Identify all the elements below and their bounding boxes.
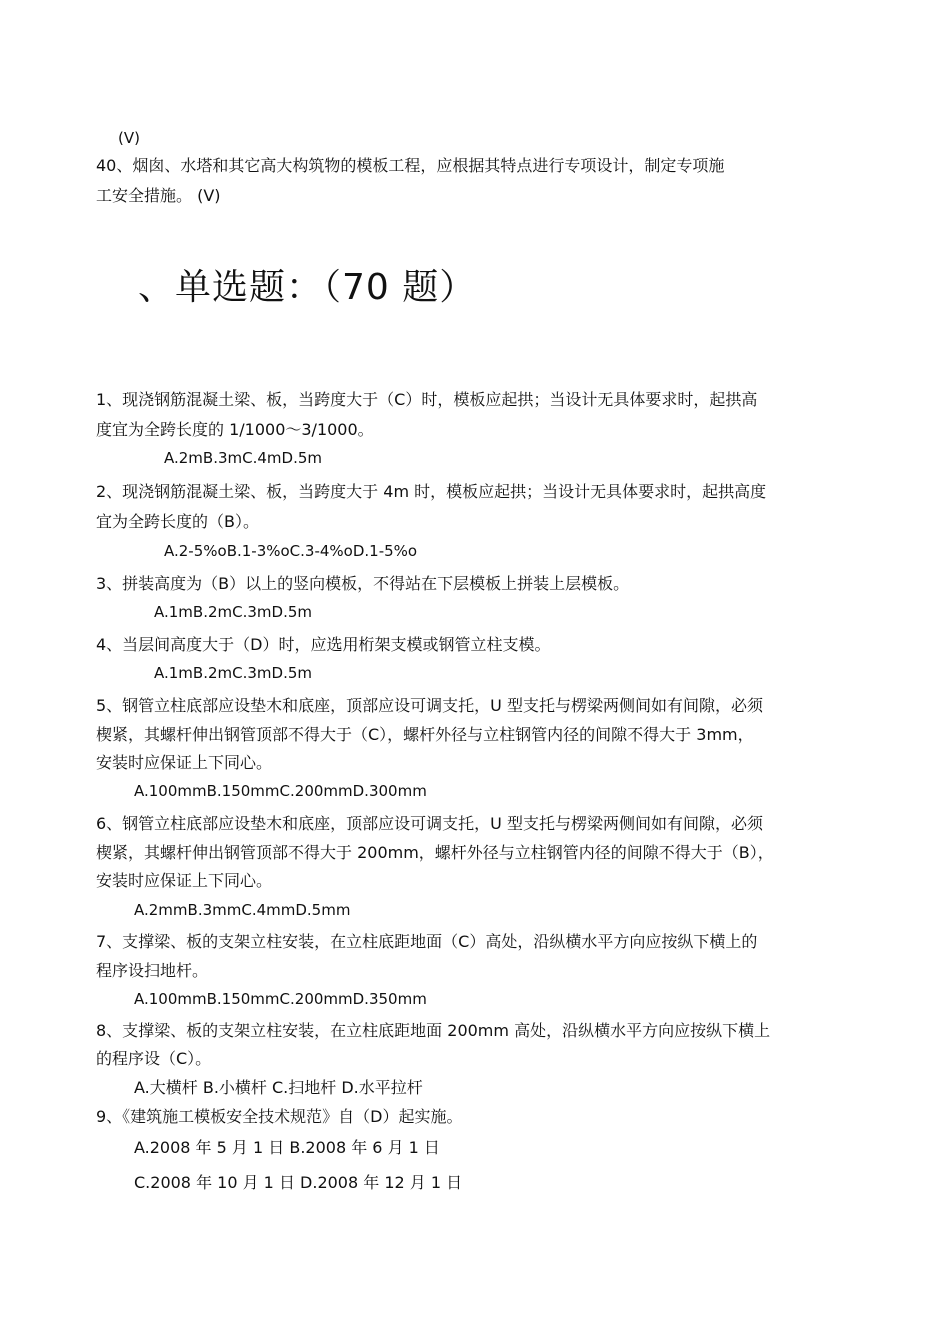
question-options: A.2mmB.3mmC.4mmD.5mm — [134, 901, 351, 919]
prev-answer: (V) — [118, 129, 140, 147]
question-options: A.100mmB.150mmC.200mmD.300mm — [134, 782, 427, 800]
question-text: 2、现浇钢筋混凝土梁、板，当跨度大于 4m 时，模板应起拱；当设计无具体要求时，起拱高度 — [96, 482, 767, 501]
question-options: A.1mB.2mC.3mD.5m — [154, 664, 313, 682]
section-title: 、单选题：（70 题） — [138, 267, 477, 308]
question-options: A.2mB.3mC.4mD.5m — [164, 449, 323, 467]
question-text: 4、当层间高度大于（D）时，应选用桁架支模或钢管立柱支模。 — [96, 635, 551, 654]
question-text: 7、支撑梁、板的支架立柱安装，在立柱底距地面（C）高处，沿纵横水平方向应按纵下横上的 — [96, 932, 758, 951]
question-text: 9、《建筑施工模板安全技术规范》自（D）起实施。 — [96, 1107, 463, 1126]
question-text: 3、拼装高度为（B）以上的竖向模板，不得站在下层模板上拼装上层模板。 — [96, 574, 630, 593]
question-text: 6、钢管立柱底部应设垫木和底座，顶部应设可调支托，U 型支托与楞梁两侧间如有间隙，必须 — [96, 814, 763, 833]
question-text: 8、支撑梁、板的支架立柱安装，在立柱底距地面 200mm 高处，沿纵横水平方向应按纵下横上 — [96, 1021, 771, 1040]
question-text: 楔紧，其螺杆伸出钢管顶部不得大于 200mm，螺杆外径与立柱钢管内径的间隙不得大于（B）， — [96, 843, 774, 862]
question-text: 安装时应保证上下同心。 — [96, 753, 273, 772]
question-options: A.大横杆 B.小横杆 C.扫地杆 D.水平拉杆 — [134, 1078, 423, 1097]
question-text: 5、钢管立柱底部应设垫木和底座，顶部应设可调支托，U 型支托与楞梁两侧间如有间隙，必须 — [96, 696, 763, 715]
q40-line-1: 40、烟囱、水塔和其它高大构筑物的模板工程，应根据其特点进行专项设计，制定专项施 — [96, 156, 725, 175]
question-options: A.2008 年 5 月 1 日 B.2008 年 6 月 1 日 — [134, 1138, 440, 1157]
question-options: A.100mmB.150mmC.200mmD.350mm — [134, 990, 427, 1008]
question-text: 度宜为全跨长度的 1/1000〜3/1000。 — [96, 420, 374, 439]
question-options: A.2-5%oB.1-3%oC.3-4%oD.1-5%o — [164, 542, 418, 560]
question-text: 宜为全跨长度的（B）。 — [96, 512, 259, 531]
question-text: 的程序设（C）。 — [96, 1049, 212, 1068]
question-text: 楔紧，其螺杆伸出钢管顶部不得大于（C），螺杆外径与立柱钢管内径的间隙不得大于 3mm， — [96, 725, 754, 744]
question-text: 安装时应保证上下同心。 — [96, 871, 273, 890]
question-options: A.1mB.2mC.3mD.5m — [154, 603, 313, 621]
question-text: 1、现浇钢筋混凝土梁、板，当跨度大于（C）时，模板应起拱；当设计无具体要求时，起拱高 — [96, 390, 758, 409]
question-text: 程序设扫地杆。 — [96, 961, 209, 980]
question-options: C.2008 年 10 月 1 日 D.2008 年 12 月 1 日 — [134, 1173, 463, 1192]
q40-line-2: 工安全措施。 (V) — [96, 186, 221, 205]
